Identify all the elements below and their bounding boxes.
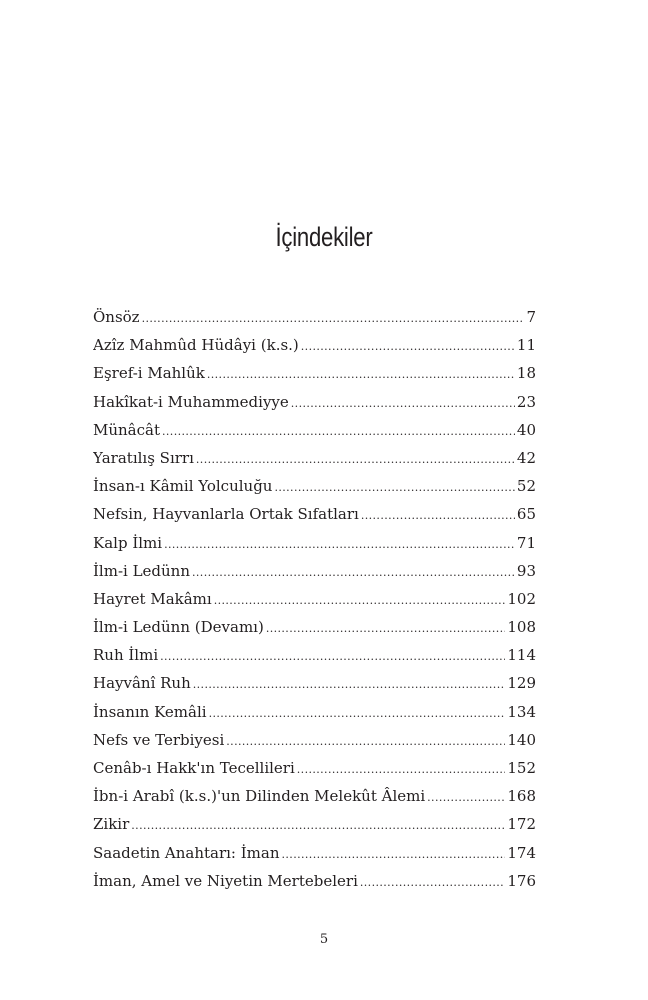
toc-entry-page: 18 — [516, 364, 536, 383]
table-of-contents — [93, 303, 536, 895]
toc-entry[interactable] — [93, 810, 536, 838]
toc-entry-title: Hayvânî Ruh — [93, 674, 191, 693]
toc-entry-title: Nefsin, Hayvanlarla Ortak Sıfatları — [93, 505, 359, 524]
toc-entry-page: 172 — [507, 815, 536, 834]
dot-leader — [360, 869, 505, 895]
toc-entry-title: İlm-i Ledünn — [93, 561, 191, 580]
dot-leader — [196, 446, 515, 472]
toc-entry-page: 140 — [507, 730, 536, 749]
toc-entry-page: 52 — [516, 477, 536, 496]
toc-entry-page: 71 — [516, 533, 536, 552]
dot-leader — [291, 390, 515, 416]
toc-entry-title: Zikir — [93, 815, 130, 834]
dot-leader — [209, 700, 506, 726]
dot-leader — [162, 418, 515, 444]
dot-leader — [164, 531, 515, 557]
toc-entry[interactable] — [93, 613, 536, 641]
toc-entry-page: 42 — [516, 448, 536, 467]
toc-entry-title: Ruh İlmi — [93, 646, 159, 665]
dot-leader — [131, 812, 505, 838]
toc-entry-page: 174 — [507, 843, 536, 862]
toc-entry[interactable] — [93, 669, 536, 697]
toc-entry[interactable] — [93, 726, 536, 754]
toc-entry-page: 134 — [507, 702, 536, 721]
dot-leader — [193, 671, 506, 697]
dot-leader — [266, 615, 506, 641]
toc-entry-page: 11 — [516, 336, 536, 355]
toc-entry[interactable] — [93, 444, 536, 472]
toc-entry-title: Münâcât — [93, 420, 160, 439]
toc-entry-title: İnsan-ı Kâmil Yolculuğu — [93, 477, 273, 496]
toc-entry-title: Azîz Mahmûd Hüdâyi (k.s.) — [93, 336, 299, 355]
toc-entry[interactable] — [93, 416, 536, 444]
toc-entry-title: Önsöz — [93, 308, 140, 326]
dot-leader — [297, 756, 506, 782]
page-title: İçindekiler — [275, 222, 373, 252]
toc-entry[interactable] — [93, 839, 536, 867]
page-number: 5 — [319, 932, 329, 947]
toc-entry-title: Eşref-i Mahlûk — [93, 364, 205, 383]
toc-entry[interactable] — [93, 529, 536, 557]
toc-entry-page: 168 — [507, 787, 536, 806]
toc-entry-page: 129 — [507, 674, 536, 693]
dot-leader — [427, 784, 505, 810]
dot-leader — [226, 728, 505, 754]
dot-leader — [301, 333, 515, 359]
dot-leader — [192, 559, 515, 585]
toc-entry[interactable] — [93, 641, 536, 669]
toc-entry-title: Cenâb-ı Hakk'ın Tecellileri — [93, 759, 295, 777]
toc-entry-title: İnsanın Kemâli — [93, 702, 207, 721]
toc-entry-page: 40 — [516, 420, 536, 439]
toc-entry[interactable] — [93, 557, 536, 585]
toc-entry-title: Kalp İlmi — [93, 533, 163, 552]
toc-entry[interactable] — [93, 388, 536, 416]
toc-entry-page: 108 — [507, 618, 536, 637]
dot-leader — [207, 361, 515, 387]
toc-entry-title: Yaratılış Sırrı — [93, 448, 194, 467]
toc-entry-page: 65 — [516, 505, 536, 524]
toc-entry-title: İbn-i Arabî (k.s.)'un Dilinden Melekût Âlemi — [93, 787, 426, 806]
toc-entry[interactable] — [93, 331, 536, 359]
toc-entry[interactable] — [93, 782, 536, 810]
toc-entry-title: İlm-i Ledünn (Devamı) — [93, 618, 264, 637]
toc-entry-page: 7 — [526, 308, 536, 326]
toc-entry[interactable] — [93, 500, 536, 528]
toc-entry-page: 102 — [507, 589, 536, 608]
toc-entry[interactable] — [93, 585, 536, 613]
toc-entry-title: Saadetin Anahtarı: İman — [93, 843, 280, 862]
toc-entry[interactable] — [93, 867, 536, 895]
toc-entry[interactable] — [93, 698, 536, 726]
toc-entry-page: 23 — [516, 392, 536, 411]
toc-entry-title: Hakîkat-i Muhammediyye — [93, 392, 289, 411]
dot-leader — [142, 305, 525, 331]
toc-entry[interactable] — [93, 472, 536, 500]
toc-entry[interactable] — [93, 303, 536, 331]
dot-leader — [282, 841, 506, 867]
toc-entry-title: İman, Amel ve Niyetin Mertebeleri — [93, 871, 358, 890]
toc-entry-page: 93 — [516, 561, 536, 580]
toc-entry-title: Hayret Makâmı — [93, 589, 212, 608]
toc-entry[interactable] — [93, 754, 536, 782]
dot-leader — [274, 474, 514, 500]
toc-entry[interactable] — [93, 359, 536, 387]
toc-entry-title: Nefs ve Terbiyesi — [93, 730, 225, 749]
dot-leader — [214, 587, 506, 613]
dot-leader — [160, 643, 505, 669]
toc-entry-page: 152 — [507, 759, 536, 777]
dot-leader — [361, 502, 515, 528]
toc-entry-page: 114 — [507, 646, 536, 665]
toc-entry-page: 176 — [507, 871, 536, 890]
